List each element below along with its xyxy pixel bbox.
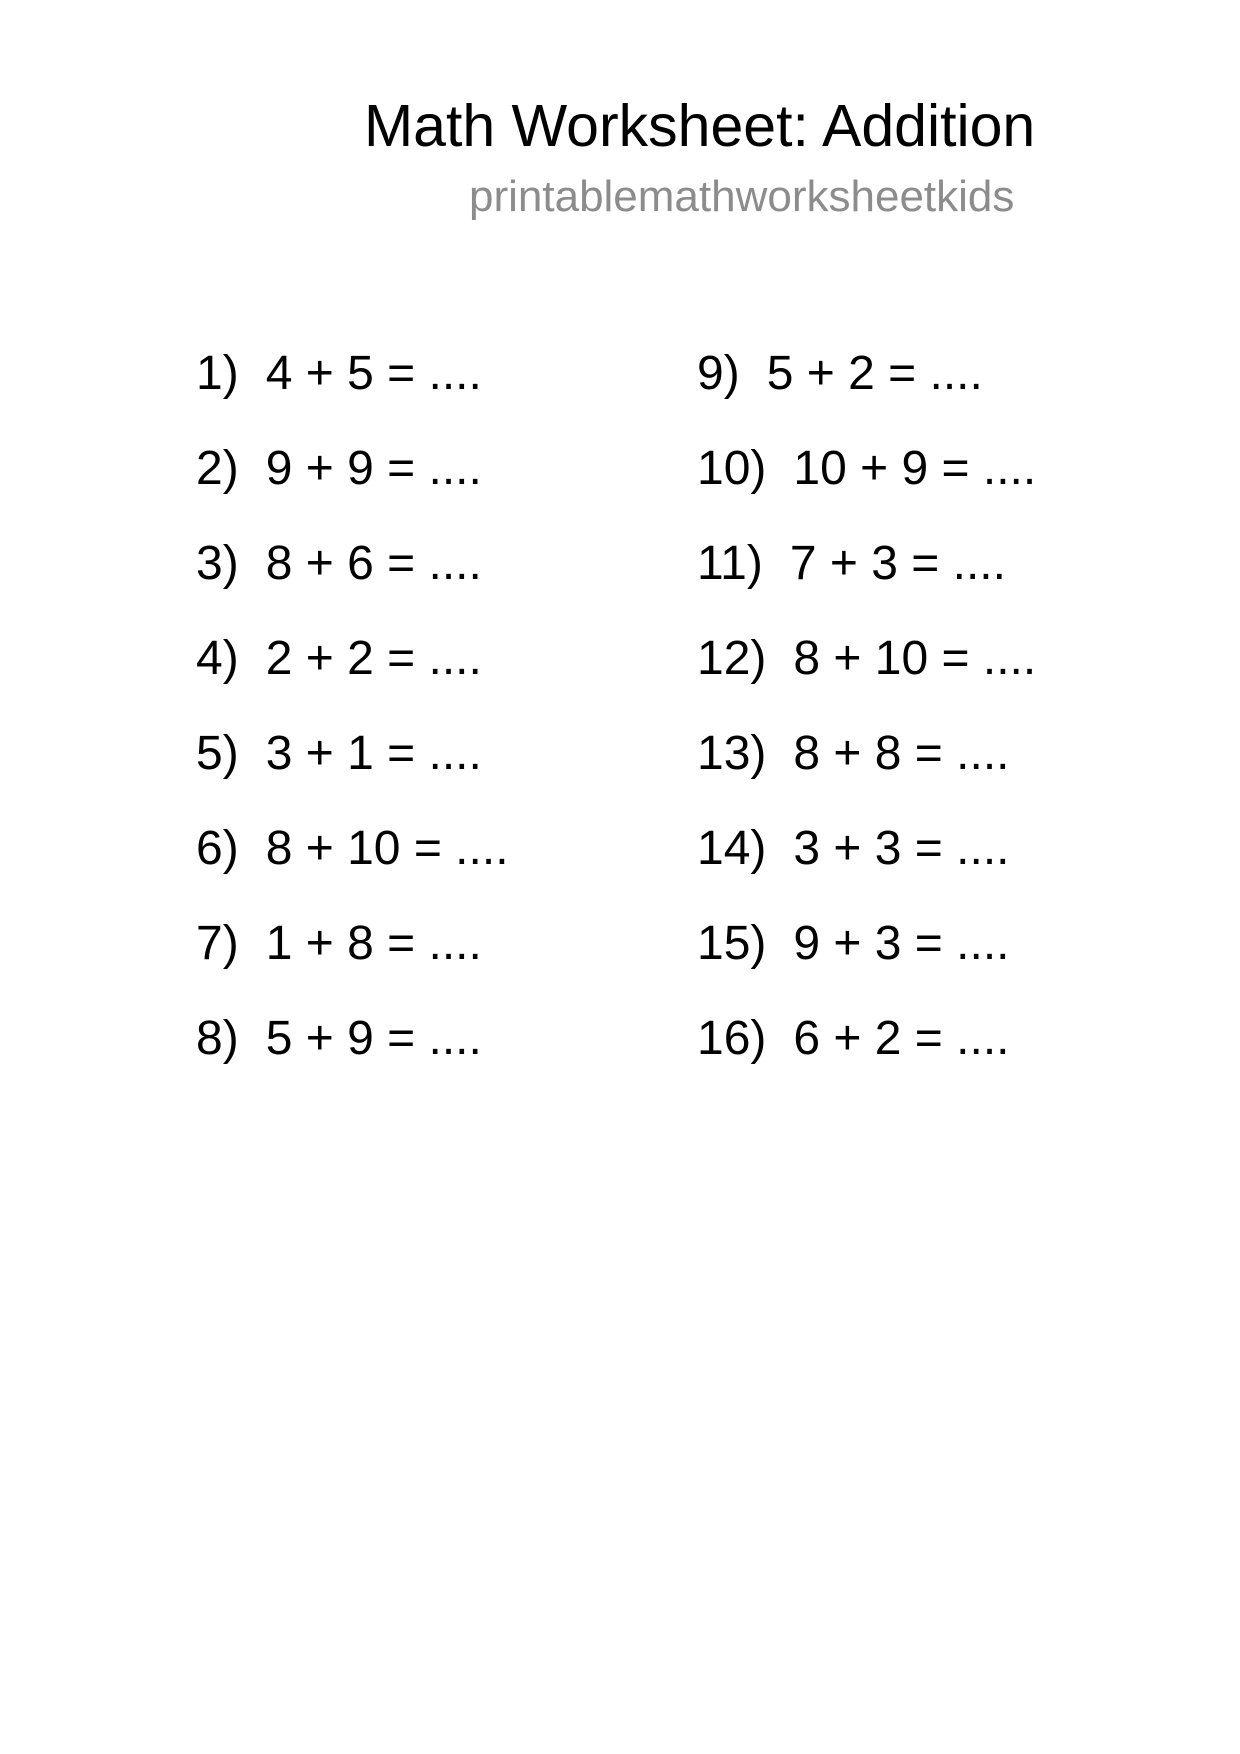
problem-expression: 5 + 9 = .... bbox=[265, 1012, 482, 1065]
problem-number-label: 7) bbox=[196, 917, 239, 970]
problem-expression: 7 + 3 = .... bbox=[789, 537, 1006, 590]
problem-number-label: 16) bbox=[697, 1012, 767, 1065]
problem-number-label: 9) bbox=[697, 347, 740, 400]
problem-number-label: 1) bbox=[196, 347, 239, 400]
page-title: Math Worksheet: Addition bbox=[364, 93, 1036, 159]
page-subtitle: printablemathworksheetkids bbox=[469, 172, 1015, 221]
problem-row bbox=[697, 537, 1036, 590]
problem-number-label: 13) bbox=[697, 727, 767, 780]
problem-number-label: 5) bbox=[196, 727, 239, 780]
problem-expression: 1 + 8 = .... bbox=[265, 917, 482, 970]
problem-expression: 2 + 2 = .... bbox=[265, 632, 482, 685]
problem-row bbox=[697, 442, 1037, 495]
problem-number-label: 11) bbox=[697, 537, 763, 590]
problem-number-label: 3) bbox=[196, 537, 239, 590]
problem-number-label: 2) bbox=[196, 442, 239, 495]
problem-row bbox=[196, 1012, 509, 1065]
problem-row bbox=[196, 917, 509, 970]
problem-expression: 5 + 2 = .... bbox=[766, 347, 983, 400]
problems-column-left bbox=[196, 347, 509, 1110]
problem-row bbox=[697, 822, 1036, 875]
problem-expression: 10 + 9 = .... bbox=[793, 442, 1037, 495]
problem-number-label: 4) bbox=[196, 632, 239, 685]
problem-expression: 3 + 3 = .... bbox=[793, 822, 1010, 875]
problem-number-label: 14) bbox=[697, 822, 767, 875]
problem-row bbox=[697, 632, 1037, 685]
problem-expression: 6 + 2 = .... bbox=[793, 1012, 1010, 1065]
problem-row bbox=[697, 727, 1036, 780]
problem-number-label: 6) bbox=[196, 822, 239, 875]
problem-row bbox=[697, 1012, 1036, 1065]
problem-expression: 3 + 1 = .... bbox=[265, 727, 482, 780]
problem-row bbox=[196, 442, 509, 495]
problems-column-right bbox=[697, 347, 1037, 1110]
problem-expression: 4 + 5 = .... bbox=[265, 347, 482, 400]
problem-expression: 8 + 6 = .... bbox=[265, 537, 482, 590]
problem-row bbox=[196, 727, 509, 780]
problem-expression: 9 + 9 = .... bbox=[265, 442, 482, 495]
problem-number-label: 10) bbox=[697, 442, 767, 495]
problem-number-label: 12) bbox=[697, 632, 767, 685]
problem-row bbox=[196, 537, 509, 590]
problem-row bbox=[196, 347, 509, 400]
problem-number-label: 8) bbox=[196, 1012, 239, 1065]
problem-expression: 8 + 8 = .... bbox=[793, 727, 1010, 780]
problem-row bbox=[196, 822, 509, 875]
problem-row bbox=[196, 632, 509, 685]
problem-number-label: 15) bbox=[697, 917, 767, 970]
problem-row bbox=[697, 347, 1036, 400]
problem-row bbox=[697, 917, 1036, 970]
problem-expression: 8 + 10 = .... bbox=[265, 822, 509, 875]
problem-expression: 9 + 3 = .... bbox=[793, 917, 1010, 970]
problem-expression: 8 + 10 = .... bbox=[793, 632, 1037, 685]
